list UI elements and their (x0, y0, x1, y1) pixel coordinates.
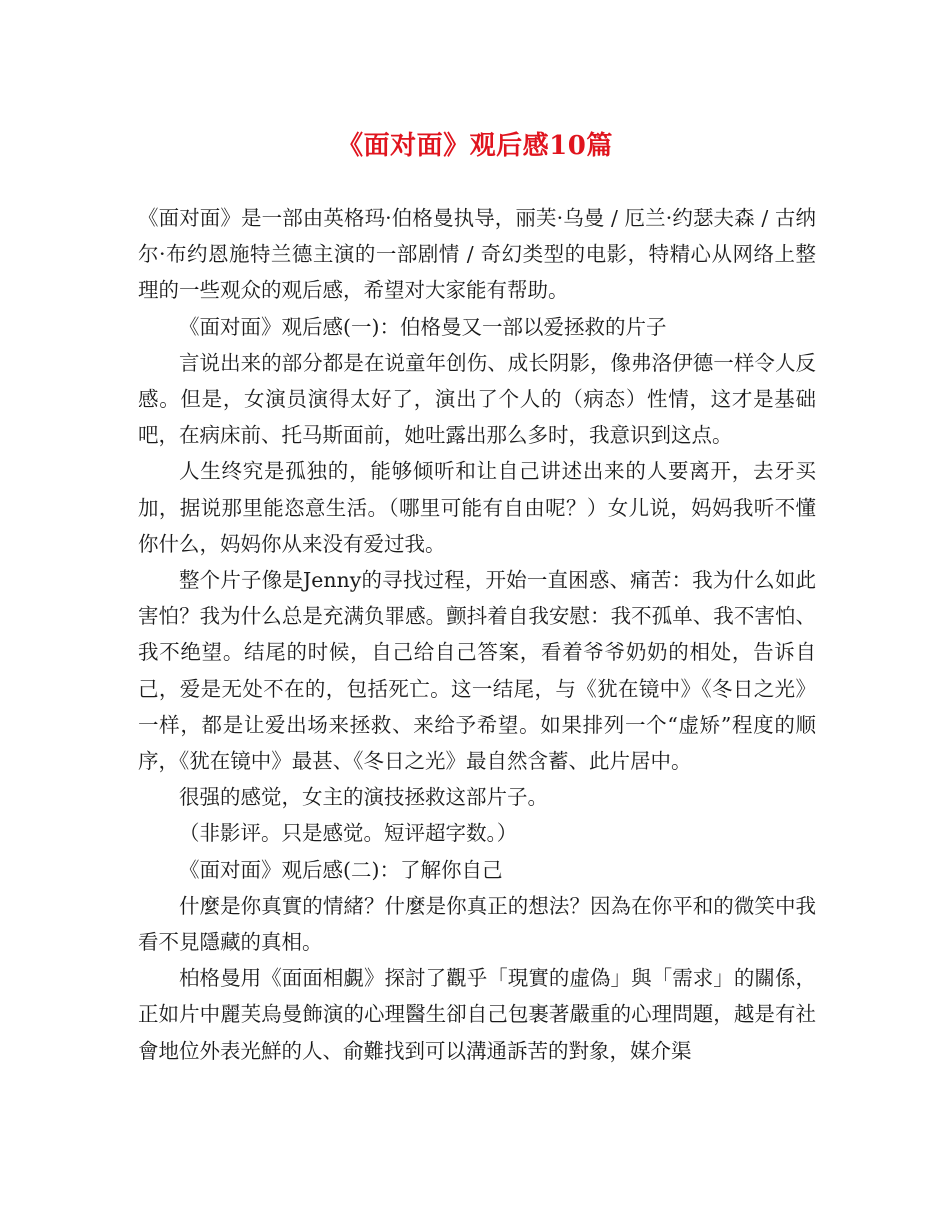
section-heading-review-1: 《面对面》观后感(一)：伯格曼又一部以爱拯救的片子 (179, 314, 667, 339)
paragraph: 言说出来的部分都是在说童年创伤、成长阴影，像弗洛伊德一样令人反感。但是，女演员演得太好了，演出了个人的（病态）性情，这才是基础吧，在病床前、托马斯面前，她吐露出那么多时，我意识到这点。 (138, 350, 816, 448)
document-body (138, 200, 816, 1069)
paragraph: （非影评。只是感觉。短评超字数。） (179, 821, 518, 846)
document-title: 《面对面》观后感10篇 (337, 131, 613, 161)
paragraph: 很强的感觉，女主的演技拯救这部片子。 (179, 785, 548, 810)
section-heading-review-2: 《面对面》观后感(二)：了解你自己 (179, 857, 503, 882)
paragraph: 什麼是你真實的情緒？什麼是你真正的想法？因為在你平和的微笑中我看不見隱藏的真相。 (138, 893, 816, 955)
paragraph: 整个片子像是Jenny的寻找过程，开始一直困惑、痛苦：我为什么如此害怕？我为什么总是充满负罪感。颤抖着自我安慰：我不孤单、我不害怕、我不绝望。结尾的时候，自己给自己答案，看着爷爷奶奶的相处，告诉自己，爱是无处不在的，包括死亡。这一结尾，与《犹在镜中》《冬日之光》一样，都是让爱出场来拯救、来给予希望。如果排列一个“虚矫”程度的顺序，《犹在镜中》最甚、《冬日之光》最自然含蓄、此片居中。 (138, 568, 816, 774)
paragraph-intro: 《面对面》是一部由英格玛·伯格曼执导，丽芙·乌曼 / 厄兰·约瑟夫森 / 古纳尔·布约恩施特兰德主演的一部剧情 / 奇幻类型的电影，特精心从网络上整理的一些观众的观后感，希望对大家能有帮助。 (138, 206, 816, 303)
paragraph: 柏格曼用《面面相覷》探討了觀乎「現實的虛偽」與「需求」的關係，正如片中麗芙烏曼飾演的心理醫生卻自己包裹著嚴重的心理問題，越是有社會地位外表光鮮的人、俞難找到可以溝通訴苦的對象，媒介渠 (138, 966, 816, 1063)
paragraph: 人生终究是孤独的，能够倾听和让自己讲述出来的人要离开，去牙买加，据说那里能恣意生活。（哪里可能有自由呢？）女儿说，妈妈我听不懂你什么，妈妈你从来没有爱过我。 (138, 459, 816, 556)
